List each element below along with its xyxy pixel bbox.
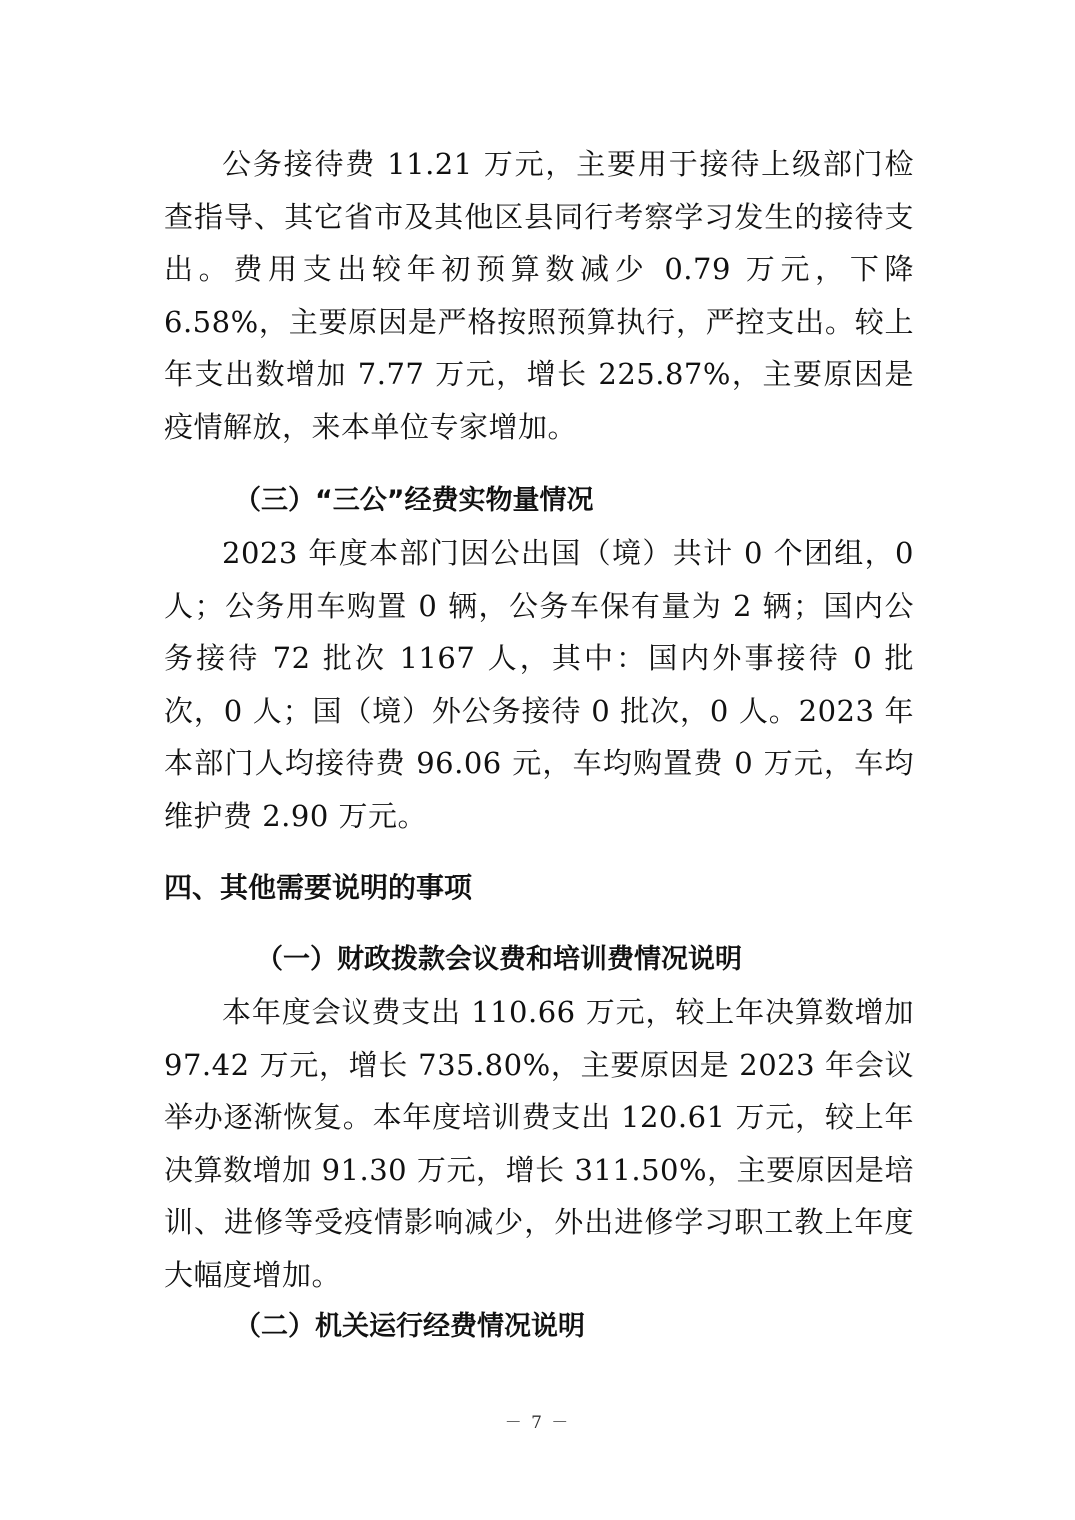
document-body: [164, 138, 914, 1353]
spacer: [164, 842, 914, 862]
heading-four-other-matters: 四、其他需要说明的事项: [164, 871, 473, 904]
heading-meeting-training-fees: （一）财政拨款会议费和培训费情况说明: [256, 944, 742, 975]
paragraph-reception-expense: 公务接待费 11.21 万元，主要用于接待上级部门检查指导、其它省市及其他区县同行考察学习发生的接待支出。费用支出较年初预算数减少 0.79 万元，下降 6.58%，主要原因是严格按照预算执行，严控支出。较上年支出数增加 7.77 万元，增长 225.87%，主要原因是疫情解放，来本单位专家增加。: [164, 147, 914, 444]
heading-agency-operation-fees: （二）机关运行经费情况说明: [234, 1311, 585, 1342]
page-number: － 7 －: [504, 1413, 571, 1433]
spacer: [164, 453, 914, 475]
paragraph-physical-quantities: 2023 年度本部门因公出国（境）共计 0 个团组，0 人；公务用车购置 0 辆，公务车保有量为 2 辆；国内公务接待 72 批次 1167 人，其中：国内外事接待 0 批次，0 人；国（境）外公务接待 0 批次，0 人。2023 年本部门人均接待费 96.06 元，车均购置费 0 万元，车均维护费 2.90 万元。: [164, 536, 914, 833]
paragraph-meeting-training: 本年度会议费支出 110.66 万元，较上年决算数增加 97.42 万元，增长 735.80%，主要原因是 2023 年会议举办逐渐恢复。本年度培训费支出 120.61 万元，较上年决算数增加 91.30 万元，增长 311.50%，主要原因是培训、进修等受疫情影响减少，外出进修学习职工教上年度大幅度增加。: [164, 995, 914, 1292]
heading-three-public-expenses-physical: （三）“三公”经费实物量情况: [234, 485, 594, 516]
spacer: [164, 914, 914, 934]
